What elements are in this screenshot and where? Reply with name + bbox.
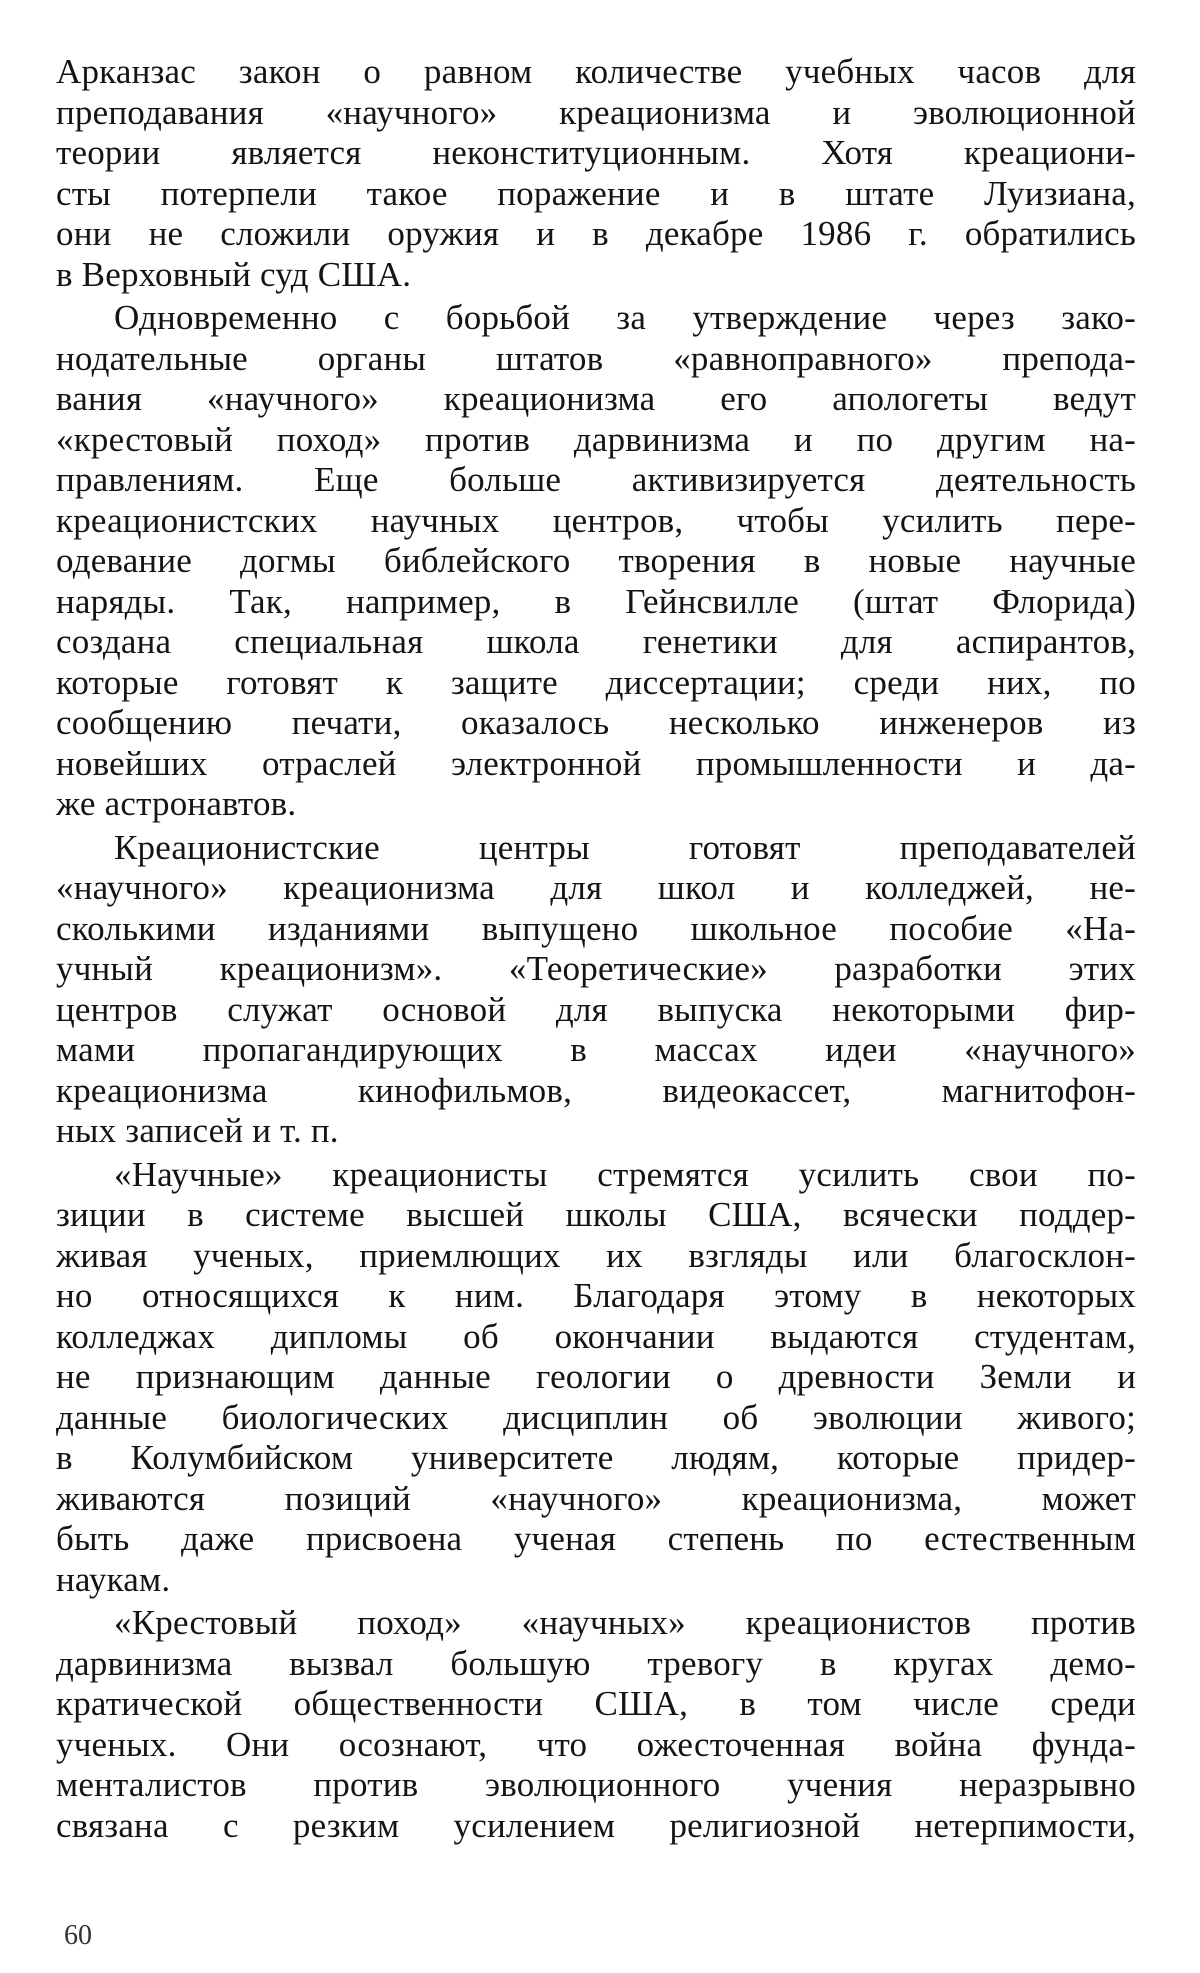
text-line: ученых. Они осознают, что ожесточенная война фунда- bbox=[56, 1724, 1136, 1764]
text-line: преподавания «научного» креационизма и эволюционной bbox=[56, 92, 1136, 132]
text-line: связана с резким усилением религиозной нетерпимости, bbox=[56, 1805, 1136, 1845]
text-line: креационистских научных центров, чтобы усилить пере- bbox=[56, 500, 1136, 540]
text-line: сколькими изданиями выпущено школьное пособие «На- bbox=[56, 908, 1136, 948]
text-line: данные биологических дисциплин об эволюции живого; bbox=[56, 1397, 1136, 1437]
text-line: «Научные» креационисты стремятся усилить свои по- bbox=[114, 1154, 1136, 1194]
text-line: дарвинизма вызвал большую тревогу в кругах демо- bbox=[56, 1643, 1136, 1683]
text-line: центров служат основой для выпуска некоторыми фир- bbox=[56, 989, 1136, 1029]
text-line: кратической общественности США, в том числе среди bbox=[56, 1684, 1136, 1723]
text-line: ных записей и т. п. bbox=[56, 1111, 339, 1150]
text-line: наряды. Так, например, в Гейнсвилле (штат Флорида) bbox=[56, 581, 1136, 621]
text-line: мами пропагандирующих в массах идеи «научного» bbox=[56, 1030, 1136, 1069]
page-text bbox=[56, 52, 1136, 1849]
text-line: создана специальная школа генетики для аспирантов, bbox=[56, 622, 1136, 661]
text-line: «научного» креационизма для школ и колледжей, не- bbox=[56, 868, 1136, 907]
text-line: сообщению печати, оказалось несколько инженеров из bbox=[56, 703, 1136, 742]
text-line: новейших отраслей электронной промышленности и да- bbox=[56, 743, 1136, 783]
text-line: правлениям. Еще больше активизируется деятельность bbox=[56, 460, 1136, 499]
text-line: нодательные органы штатов «равноправного» препода- bbox=[56, 338, 1136, 378]
text-line: теории является неконституционным. Хотя креациони- bbox=[56, 133, 1136, 172]
text-line: «Крестовый поход» «научных» креационистов против bbox=[114, 1603, 1136, 1642]
text-line: живая ученых, приемлющих их взгляды или благосклон- bbox=[56, 1235, 1136, 1275]
page-number: 60 bbox=[64, 1920, 92, 1951]
paragraph-5 bbox=[56, 1603, 1136, 1846]
text-line: в Колумбийском университете людям, которые придер- bbox=[56, 1438, 1136, 1477]
paragraph-1 bbox=[56, 52, 1136, 295]
text-line: быть даже присвоена ученая степень по естественным bbox=[56, 1519, 1136, 1558]
text-line: Креационистские центры готовят преподавателей bbox=[114, 827, 1136, 867]
text-line: наукам. bbox=[56, 1559, 171, 1599]
text-line: Одновременно с борьбой за утверждение через зако- bbox=[114, 298, 1136, 337]
text-line: же астронавтов. bbox=[56, 784, 297, 823]
text-line: вания «научного» креационизма его апологеты ведут bbox=[56, 379, 1136, 418]
text-line: зиции в системе высшей школы США, всячески поддер- bbox=[56, 1195, 1136, 1234]
text-line: которые готовят к защите диссертации; среди них, по bbox=[56, 662, 1136, 702]
text-line: креационизма кинофильмов, видеокассет, магнитофон- bbox=[56, 1070, 1136, 1110]
text-line: сты потерпели такое поражение и в штате Луизиана, bbox=[56, 173, 1136, 213]
text-line: колледжах дипломы об окончании выдаются студентам, bbox=[56, 1316, 1136, 1356]
text-line: учный креационизм». «Теоретические» разработки этих bbox=[56, 949, 1136, 988]
text-line: одевание догмы библейского творения в новые научные bbox=[56, 541, 1136, 580]
text-line: но относящихся к ним. Благодаря этому в некоторых bbox=[56, 1276, 1136, 1315]
text-line: живаются позиций «научного» креационизма, может bbox=[56, 1478, 1136, 1518]
text-line: Арканзас закон о равном количестве учебных часов для bbox=[56, 52, 1136, 91]
paragraph-3 bbox=[56, 828, 1136, 1152]
text-line: они не сложили оружия и в декабре 1986 г. обратились bbox=[56, 214, 1136, 253]
paragraph-2 bbox=[56, 298, 1136, 825]
paragraph-4 bbox=[56, 1155, 1136, 1601]
text-line: менталистов против эволюционного учения неразрывно bbox=[56, 1765, 1136, 1804]
text-line: «крестовый поход» против дарвинизма и по другим на- bbox=[56, 419, 1136, 459]
text-line: не признающим данные геологии о древности Земли и bbox=[56, 1357, 1136, 1396]
text-line: в Верховный суд США. bbox=[56, 254, 412, 294]
